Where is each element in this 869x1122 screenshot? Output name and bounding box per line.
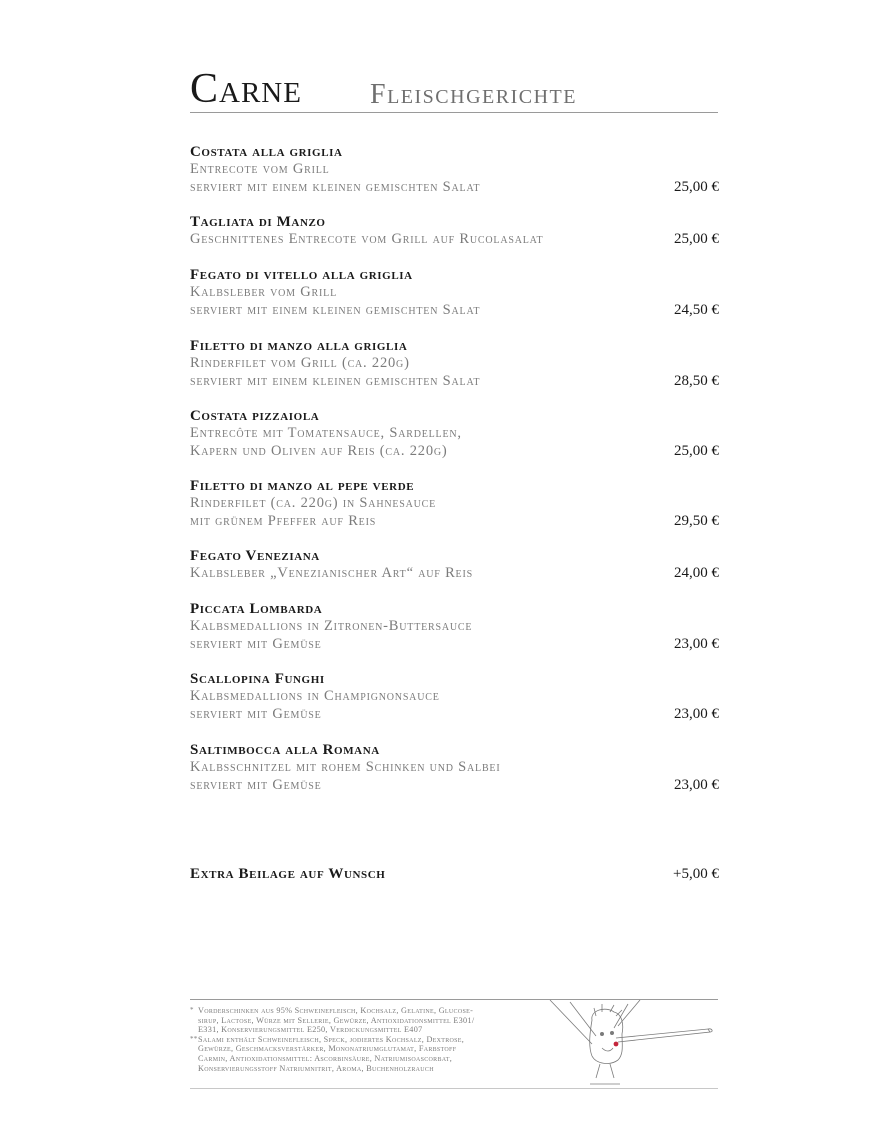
dish-price: 24,00 € [674, 564, 719, 581]
dish-description: Kalbsschnitzel mit rohem Schinken und Salbei [190, 759, 501, 775]
menu-item [190, 337, 719, 391]
footnote [190, 1035, 560, 1073]
footnote [190, 1006, 560, 1035]
footnote-line: Salami enthält Schweinefleisch, Speck, jodiertes Kochsalz, Dextrose, [198, 1034, 465, 1044]
dish-description: serviert mit Gemüse [190, 635, 322, 652]
dish-description: Kalbsmedallions in Zitronen-Buttersauce [190, 618, 473, 634]
menu-item [190, 477, 719, 531]
footnote-mark: * [190, 1006, 194, 1014]
dish-name: Tagliata di Manzo [190, 214, 326, 230]
menu-item [190, 600, 719, 654]
dish-name: Filetto di manzo alla griglia [190, 338, 408, 354]
page-subtitle: Fleischgerichte [370, 79, 577, 110]
dish-price: 25,00 € [674, 230, 719, 247]
footer [190, 999, 718, 1089]
dish-description: serviert mit einem kleinen gemischten Salat [190, 301, 481, 318]
footnote-line: Konservierungsstoff Natriumnitrit, Aroma, Buchenholzrauch [198, 1063, 434, 1073]
dish-description: serviert mit einem kleinen gemischten Salat [190, 178, 481, 195]
menu-item [190, 213, 719, 249]
dish-description: Geschnittenes Entrecote vom Grill auf Rucolasalat [190, 231, 544, 247]
dish-price: 23,00 € [674, 635, 719, 652]
dish-price: 24,50 € [674, 301, 719, 318]
footnote-line: Vorderschinken aus 95% Schweinefleisch, Kochsalz, Gelatine, Glucose- [198, 1006, 474, 1015]
pinocchio-doodle-icon [530, 998, 718, 1090]
dish-price: 29,50 € [674, 512, 719, 529]
footnote-mark: ** [190, 1034, 198, 1043]
dish-name: Filetto di manzo al pepe verde [190, 478, 415, 494]
menu-item [190, 407, 719, 461]
footnote-line: E331, Konservierungsmittel E250, Verdickungsmittel E407 [198, 1025, 423, 1035]
dish-name: Piccata Lombarda [190, 601, 323, 617]
dish-description: Kalbsleber „Venezianischer Art“ auf Reis [190, 565, 473, 581]
dish-description: Kapern und Oliven auf Reis (ca. 220g) [190, 442, 448, 459]
menu-item [190, 266, 719, 320]
dish-name: Costata alla griglia [190, 144, 343, 160]
dish-description: Rinderfilet vom Grill (ca. 220g) [190, 355, 410, 371]
page-header [190, 66, 718, 113]
dish-description: mit grünem Pfeffer auf Reis [190, 512, 377, 529]
extra-name: Extra Beilage auf Wunsch [190, 866, 386, 882]
dish-price: 23,00 € [674, 776, 719, 793]
dish-name: Fegato Veneziana [190, 548, 320, 564]
menu-item [190, 741, 719, 795]
dish-description: Kalbsmedallions in Champignonsauce [190, 688, 440, 704]
menu-item [190, 143, 719, 197]
dish-price: 25,00 € [674, 442, 719, 459]
footnote-line: sirup, Lactose, Würze mit Sellerie, Gewürze, Antioxidationsmittel E301/ [198, 1015, 475, 1025]
footnotes [190, 1006, 560, 1073]
dish-name: Scallopina Funghi [190, 671, 325, 687]
dish-name: Saltimbocca alla Romana [190, 742, 380, 758]
menu-list [190, 143, 719, 795]
extra-price: +5,00 € [673, 866, 719, 882]
dish-description: serviert mit einem kleinen gemischten Salat [190, 372, 481, 389]
dish-name: Fegato di vitello alla griglia [190, 267, 413, 283]
dish-description: Entrecôte mit Tomatensauce, Sardellen, [190, 425, 462, 441]
menu-item [190, 670, 719, 724]
dish-description: Entrecote vom Grill [190, 161, 330, 177]
footnote-line: Carmin, Antioxidationsmittel: Ascorbinsäure, Natriumisoascorbat, [198, 1053, 453, 1063]
footnote-line: Gewürze, Geschmacksverstärker, Mononatriumglutamat, Farbstoff [198, 1044, 457, 1054]
dish-description: Kalbsleber vom Grill [190, 284, 337, 300]
dish-description: serviert mit Gemüse [190, 776, 322, 793]
dish-price: 28,50 € [674, 372, 719, 389]
dish-price: 25,00 € [674, 178, 719, 195]
dish-description: Rinderfilet (ca. 220g) in Sahnesauce [190, 495, 437, 511]
dish-price: 23,00 € [674, 705, 719, 722]
page-title: Carne [190, 66, 302, 112]
dish-name: Costata pizzaiola [190, 408, 320, 424]
extra-side-dish [190, 865, 719, 885]
dish-description: serviert mit Gemüse [190, 705, 322, 722]
menu-item [190, 547, 719, 583]
